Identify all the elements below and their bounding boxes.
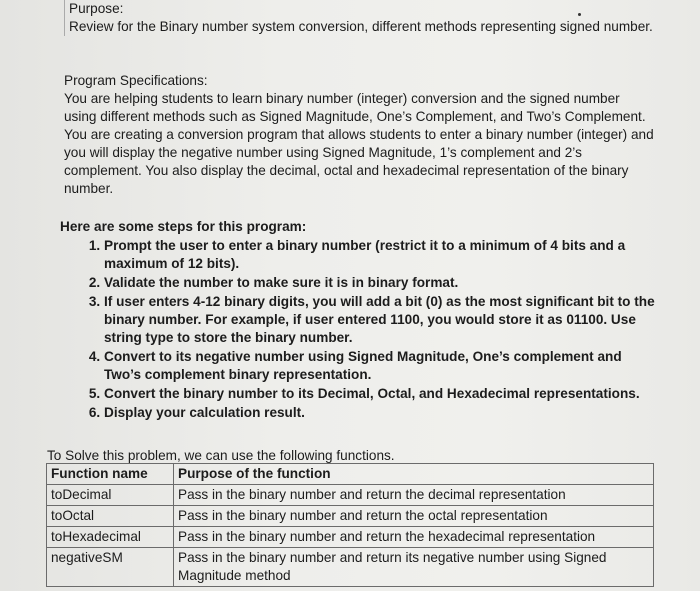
- table-header-row: [47, 464, 654, 485]
- function-purpose-cell: Pass in the binary number and return its negative number using Signed Magnitude method: [174, 548, 654, 587]
- step-item: 1. Prompt the user to enter a binary number (restrict it to a minimum of 4 bits and a maximum of 12 bits).: [104, 237, 660, 273]
- functions-table: [46, 463, 654, 587]
- purpose-label: Purpose:: [69, 1, 124, 16]
- table-row: [47, 506, 654, 527]
- specifications-text: You are helping students to learn binary number (integer) conversion and the signed number using different methods such as Signed Magnitude, One’s Complement, and Two’s Complement. You are creating a conversion program that allows students to enter a binary number (integer) and you will display the negative number using Signed Magnitude, 1’s complement and 2’s complement. You also display the decimal, octal and hexadecimal representation of the binary number.: [64, 91, 654, 196]
- table-row: [47, 548, 654, 587]
- specifications-section: [64, 72, 654, 198]
- steps-section: [60, 218, 660, 423]
- purpose-text: Review for the Binary number system conversion, different methods representing signed number.: [69, 19, 653, 34]
- function-name-cell: toOctal: [47, 506, 174, 527]
- header-purpose: Purpose of the function: [174, 464, 654, 485]
- table-row: [47, 485, 654, 506]
- step-item: 2. Validate the number to make sure it is in binary format.: [104, 274, 660, 292]
- step-item: 6. Display your calculation result.: [104, 404, 660, 422]
- function-name-cell: negativeSM: [47, 548, 174, 587]
- function-purpose-cell: Pass in the binary number and return the hexadecimal representation: [174, 527, 654, 548]
- step-item: 4. Convert to its negative number using Signed Magnitude, One’s complement and Two’s complement binary representation.: [104, 348, 660, 384]
- steps-list: [60, 237, 660, 422]
- function-purpose-cell: Pass in the binary number and return the decimal representation: [174, 485, 654, 506]
- function-name-cell: toHexadecimal: [47, 527, 174, 548]
- purpose-section: [64, 0, 669, 36]
- function-name-cell: toDecimal: [47, 485, 174, 506]
- table-row: [47, 527, 654, 548]
- steps-title: Here are some steps for this program:: [60, 219, 307, 234]
- step-item: 3. If user enters 4-12 binary digits, you will add a bit (0) as the most significant bit to the binary number. For example, if user entered 1100, you would store it as 01100. Use string type to store the binary number.: [104, 293, 660, 347]
- step-item: 5. Convert the binary number to its Decimal, Octal, and Hexadecimal representations.: [104, 385, 660, 403]
- specifications-title: Program Specifications:: [64, 73, 208, 88]
- functions-intro: To Solve this problem, we can use the following functions.: [47, 448, 395, 463]
- header-function-name: Function name: [47, 464, 174, 485]
- function-purpose-cell: Pass in the binary number and return the octal representation: [174, 506, 654, 527]
